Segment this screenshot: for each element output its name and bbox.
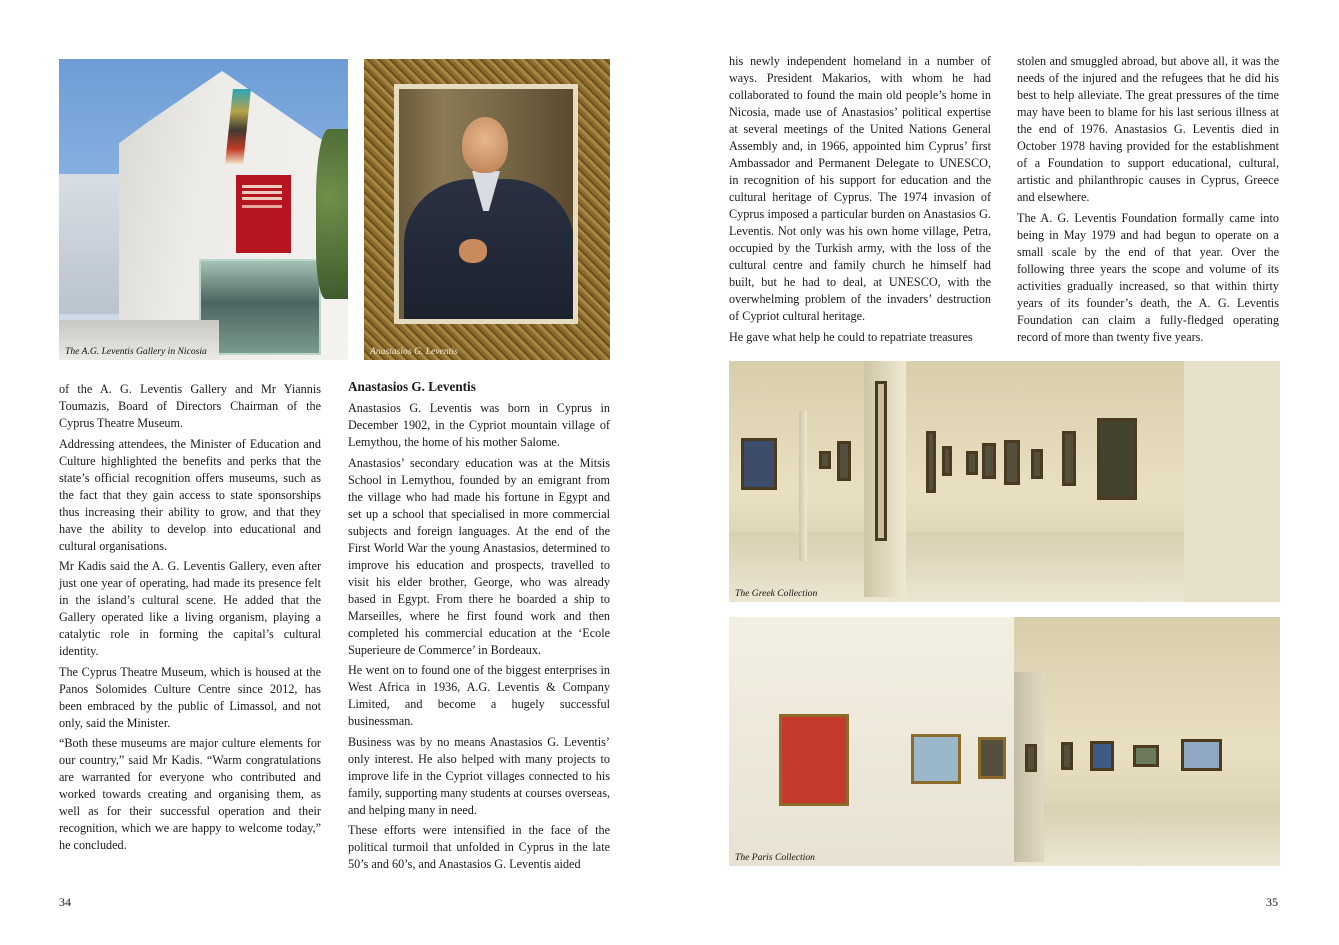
photo-caption: The Paris Collection [735,852,815,863]
tree [316,129,348,299]
portrait-mat [394,84,578,324]
paragraph: Business was by no means Anastasios G. Leventis’ only interest. He also helped with many projects to improve life in the Cypriot villages connected to his family, supporting many students at courses overseas, and helping many in need. [348,734,610,817]
left-page-column-2 [348,378,610,877]
paragraph: The Cyprus Theatre Museum, which is housed at the Panos Solomides Culture Centre since 2012, has been embraced by the public of Limassol, and not only, said the Minister. [59,664,321,730]
paragraph: “Both these museums are major culture elements for our country,” said Mr Kadis. “Warm congratulations are warranted for everyone who contributed and worked towards creating and organising them, as well as for their successful operation and their recognition, which we are happy to welcome today,” he concluded. [59,736,321,852]
wall-panel [1184,361,1280,602]
painting [1025,744,1037,772]
painting [875,381,887,541]
photo-caption: The Greek Collection [735,588,818,599]
painting [1181,739,1222,771]
paris-collection-photo [729,617,1280,866]
painting [779,714,849,806]
painting [982,443,996,479]
painting [1097,418,1137,500]
paragraph: He gave what help he could to repatriate treasures [729,329,973,344]
painting [1133,745,1159,767]
painting [966,451,978,475]
white-wall [729,617,1014,866]
portrait-canvas [399,89,573,319]
painting [911,734,961,784]
page-number: 35 [1266,895,1278,909]
paragraph: his newly independent homeland in a number of ways. President Makarios, with whom he had collaborated to found the main old people’s home in Nicosia, made use of Anastasios’ political expertise at several meetings of the United Nations General Assembly and, in 1966, appointed him Cyprus’ first Ambassador and Permanent Delegate to UNESCO, in recognition of his support for education and the cultural heritage of Cyprus. The 1974 invasion of Cyprus imposed a particular burden on Anastasios G. Leventis. Not only was his own home village, Petra, occupied by the Turkish army, with the loss of the cultural centre and family church he himself had built, but he had to deal, at UNESCO, with the overwhelming problem of the invaders’ destruction of Cypriot cultural heritage. [729,54,991,323]
painting [926,431,936,493]
painting [819,451,831,469]
painting [741,438,777,490]
pillar [799,411,807,561]
page-number: 34 [59,895,71,909]
right-page-column-1 [729,53,991,349]
red-banner [236,175,291,253]
photo-caption: Anastasios G. Leventis [370,346,458,357]
painting [837,441,851,481]
painting [1090,741,1114,771]
paragraph: of the A. G. Leventis Gallery and Mr Yiannis Toumazis, Board of Directors Chairman of the Cyprus Theatre Museum. [59,382,321,430]
gallery-exterior-photo [59,59,348,360]
left-page-column-1 [59,381,321,858]
painting [978,737,1006,779]
painting [1062,431,1076,486]
greek-collection-photo [729,361,1280,602]
paragraph: Addressing attendees, the Minister of Education and Culture highlighted the benefits and perks that the state’s official recognition offers museums, such as the fact that they gain access to state sponsorships thus increasing their ability to grow, and that they have the ability to develop into educational and cultural organisations. [59,436,321,553]
paragraph: The A. G. Leventis Foundation formally came into being in May 1979 and had begun to operate on a small scale by the end of that year. Over the following three years the scope and volume of its activities gradually increased, so that within thirty years of its founder’s death, the A. G. Leventis Foundation can claim a fully-fledged operating record of more than twenty five years. [1017,210,1279,344]
paragraph: He went on to found one of the biggest enterprises in West Africa in 1936, A.G. Leventis & Company Limited, and become a hugely successful businessman. [348,663,610,728]
paragraph: Anastasios’ secondary education was at the Mitsis School in Lemythou, founded by an emigrant from the village who had made his fortune in Egypt and set up a school that specialised in more commercial subjects and foreign languages. At the end of the First World War the young Anastasios, determined to improve his education and prospects, travelled to visit his elder brother, George, who was already based in Egypt. From there he boarded a ship to Marseilles, where he first found work and then completed his commercial education at the ‘Ecole Superieure de Commerce’ in Bordeaux. [348,455,610,657]
paragraph: Anastasios G. Leventis was born in Cyprus in December 1902, in the Cypriot mountain village of Lemythou, the home of his mother Salome. [348,401,610,449]
painting [1004,440,1020,485]
right-page-column-2 [1017,53,1279,349]
photo-caption: The A.G. Leventis Gallery in Nicosia [65,346,207,357]
paragraph: Mr Kadis said the A. G. Leventis Gallery, even after just one year of operating, had made its presence felt in the island’s cultural scene. He added that the Gallery operated like a living organism, playing a catalytic role in forming the capital’s cultural identity. [59,559,321,658]
portrait-painting [364,59,610,360]
section-heading: Anastasios G. Leventis [348,379,476,394]
paragraph: These efforts were intensified in the face of the political turmoil that unfolded in Cyprus in the late 50’s and 60’s, and Anastasios G. Leventis aided [348,823,610,871]
portrait-hand [459,239,487,263]
painting [942,446,952,476]
portrait-head [462,117,508,173]
painting [1061,742,1073,770]
gallery-floor [1014,806,1280,866]
painting [1031,449,1043,479]
paragraph: stolen and smuggled abroad, but above all, it was the needs of the injured and the refugees that he did his best to help alleviate. The great pressures of the time may have been to blame for his last serious illness at the end of 1976. Anastasios G. Leventis died in October 1978 having provided for the establishment of a Foundation to support educational, cultural, artistic and philanthropic causes in Cyprus, Greece and elsewhere. [1017,54,1279,204]
